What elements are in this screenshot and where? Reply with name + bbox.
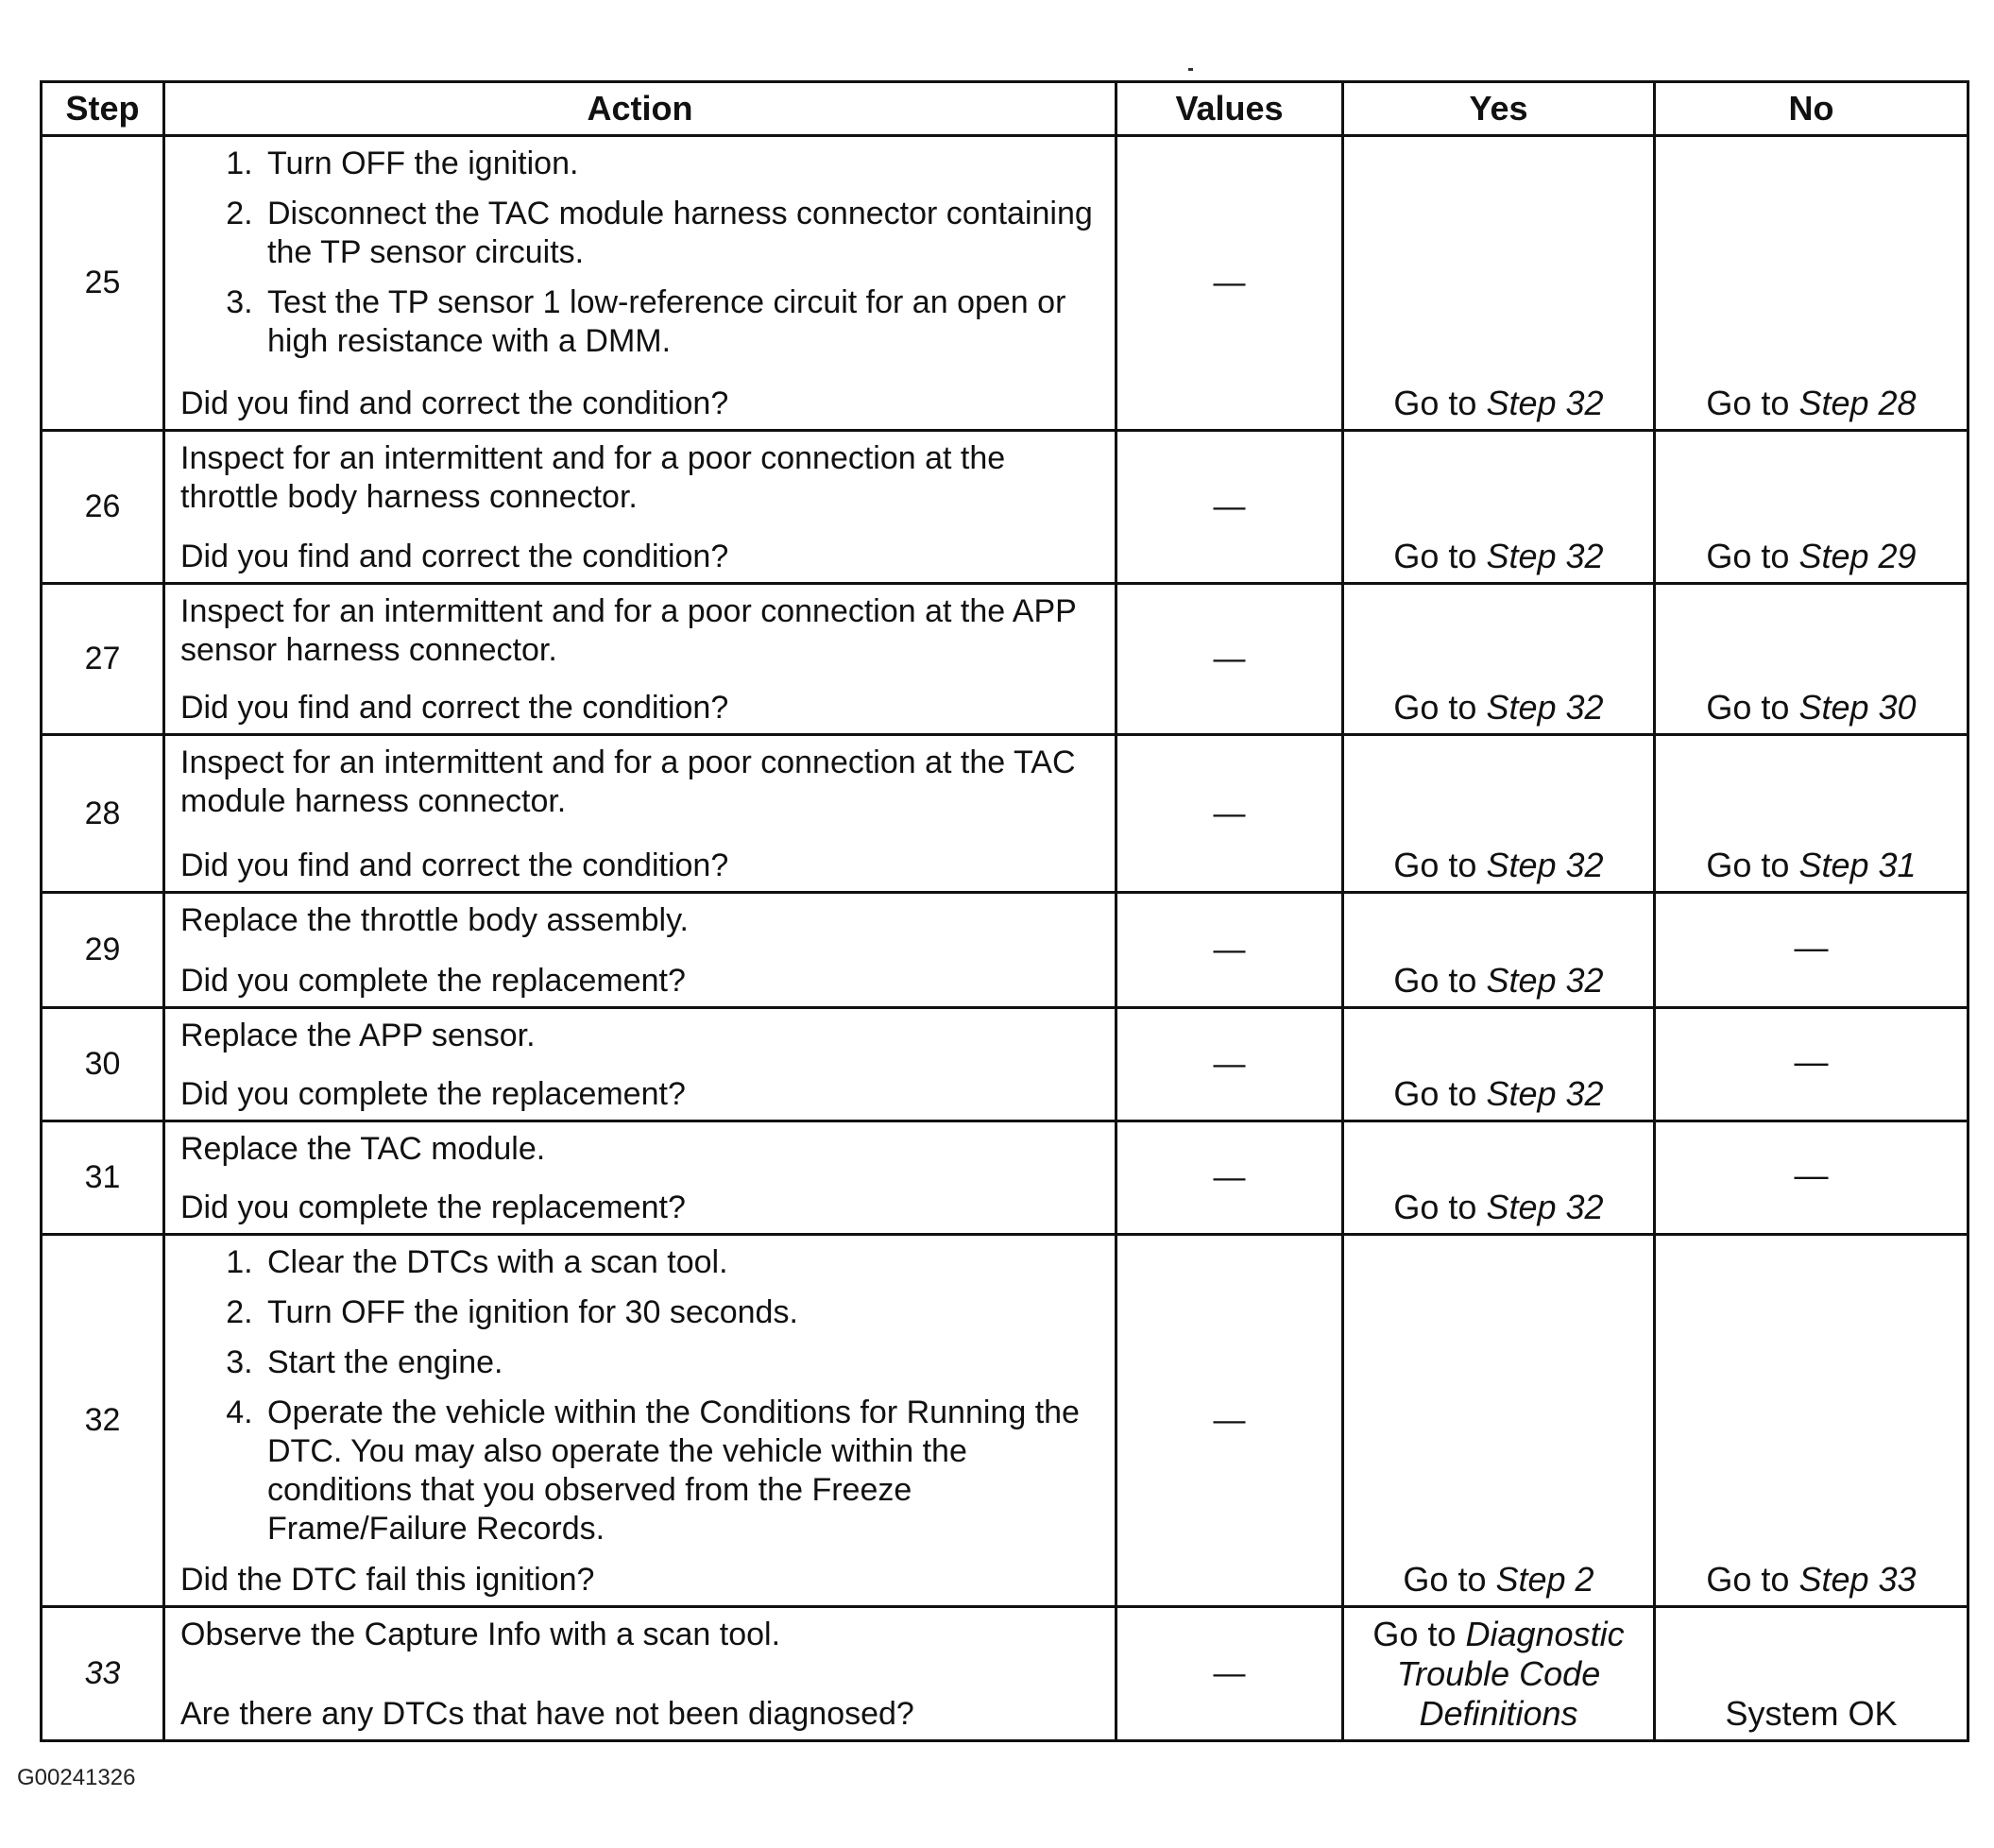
table-row [42, 1235, 1968, 1607]
yes-cell [1343, 1607, 1655, 1741]
step-number: 31 [42, 1121, 164, 1235]
yes-go-to-label: Go to [1393, 688, 1487, 727]
values-cell: — [1116, 893, 1343, 1008]
action-question: Are there any DTCs that have not been diagnosed? [180, 1696, 914, 1732]
no-go-to-label: Go to [1706, 384, 1799, 422]
yes-go-to-label: Go to [1393, 846, 1487, 884]
values-cell: — [1116, 584, 1343, 735]
step-number: 33 [42, 1607, 164, 1741]
no-cell: System OK [1655, 1607, 1968, 1741]
values-cell: — [1116, 1008, 1343, 1121]
scan-speck [1188, 68, 1193, 71]
action-question: Did you complete the replacement? [180, 963, 686, 999]
action-question: Did you find and correct the condition? [180, 539, 729, 574]
action-question: Did you find and correct the condition? [180, 385, 729, 421]
action-cell [164, 893, 1116, 1008]
no-step-reference[interactable]: Step 29 [1798, 537, 1917, 575]
action-instruction: Observe the Capture Info with a scan tool. [180, 1617, 781, 1652]
yes-cell [1343, 431, 1655, 584]
action-steps-list [180, 145, 1099, 361]
yes-step-reference[interactable]: Step 32 [1486, 537, 1604, 575]
no-cell [1655, 431, 1968, 584]
yes-cell [1343, 584, 1655, 735]
yes-step-reference[interactable]: Step 32 [1486, 688, 1604, 727]
no-go-to-label: Go to [1706, 846, 1799, 884]
header-row [42, 82, 1968, 136]
no-step-reference[interactable]: Step 33 [1798, 1560, 1917, 1599]
no-cell [1655, 136, 1968, 431]
action-cell [164, 1607, 1116, 1741]
action-cell [164, 1121, 1116, 1235]
values-cell: — [1116, 1121, 1343, 1235]
yes-go-to-label: Go to [1393, 1074, 1487, 1113]
yes-cell [1343, 1008, 1655, 1121]
yes-cell [1343, 735, 1655, 893]
table-row [42, 1607, 1968, 1741]
yes-go-to-label: Go to [1393, 537, 1487, 575]
values-cell: — [1116, 136, 1343, 431]
yes-step-reference[interactable]: Step 32 [1486, 961, 1604, 1000]
action-steps-list [180, 1243, 1099, 1549]
action-cell [164, 735, 1116, 893]
action-instruction: Replace the APP sensor. [180, 1018, 536, 1053]
table-row [42, 136, 1968, 431]
action-instruction: Inspect for an intermittent and for a poor connection at the TAC module harness connector. [180, 744, 1076, 819]
no-step-reference[interactable]: Step 31 [1798, 846, 1917, 884]
action-step: 2. Turn OFF the ignition for 30 seconds. [262, 1293, 1099, 1332]
action-cell [164, 584, 1116, 735]
no-go-to-label: Go to [1706, 688, 1799, 727]
action-instruction: Replace the TAC module. [180, 1131, 546, 1167]
yes-step-reference[interactable]: Step 32 [1486, 1074, 1604, 1113]
no-step-reference[interactable]: Step 30 [1798, 688, 1917, 727]
yes-step-reference[interactable]: Step 32 [1486, 1188, 1604, 1226]
no-step-reference[interactable]: Step 28 [1798, 384, 1917, 422]
no-cell: — [1655, 1008, 1968, 1121]
step-number: 27 [42, 584, 164, 735]
no-cell: — [1655, 893, 1968, 1008]
action-instruction: Replace the throttle body assembly. [180, 902, 689, 938]
step-number: 28 [42, 735, 164, 893]
no-cell [1655, 584, 1968, 735]
action-step: 2. Disconnect the TAC module harness connector containing the TP sensor circuits. [262, 195, 1099, 272]
table-row [42, 735, 1968, 893]
action-step: 3. Start the engine. [262, 1343, 1099, 1382]
yes-cell [1343, 893, 1655, 1008]
action-instruction: Inspect for an intermittent and for a poor connection at the APP sensor harness connector. [180, 593, 1077, 668]
action-question: Did you find and correct the condition? [180, 847, 729, 883]
header-yes: Yes [1343, 82, 1655, 136]
yes-step-reference[interactable]: Step 32 [1486, 846, 1604, 884]
yes-go-to-label: Go to [1393, 384, 1487, 422]
action-cell [164, 431, 1116, 584]
values-cell: — [1116, 1607, 1343, 1741]
yes-step-reference[interactable]: Step 32 [1486, 384, 1604, 422]
table-row [42, 431, 1968, 584]
no-cell [1655, 1235, 1968, 1607]
values-cell: — [1116, 1235, 1343, 1607]
figure-code: G00241326 [17, 1765, 136, 1790]
action-step: 1. Clear the DTCs with a scan tool. [262, 1243, 1099, 1282]
step-number: 32 [42, 1235, 164, 1607]
step-number: 26 [42, 431, 164, 584]
action-step: 1. Turn OFF the ignition. [262, 145, 1099, 183]
header-action: Action [164, 82, 1116, 136]
table-row [42, 584, 1968, 735]
table-row [42, 1121, 1968, 1235]
no-cell [1655, 735, 1968, 893]
diagnostic-table [40, 80, 1969, 1742]
action-question: Did you find and correct the condition? [180, 690, 729, 726]
table-body [42, 136, 1968, 1741]
yes-go-to-label: Go to [1393, 961, 1487, 1000]
no-go-to-label: Go to [1706, 537, 1799, 575]
action-question: Did you complete the replacement? [180, 1189, 686, 1225]
yes-step-reference[interactable]: Step 2 [1495, 1560, 1594, 1599]
yes-go-to-label: Go to [1393, 1188, 1487, 1226]
header-step: Step [42, 82, 164, 136]
action-cell [164, 1008, 1116, 1121]
step-number: 30 [42, 1008, 164, 1121]
action-question: Did the DTC fail this ignition? [180, 1562, 595, 1598]
action-step: 4. Operate the vehicle within the Conditions for Running the DTC. You may also operate the vehicle within the conditions that you observed from the Freeze Frame/Failure Records. [262, 1394, 1099, 1549]
yes-go-to-label: Go to [1403, 1560, 1496, 1599]
header-values: Values [1116, 82, 1343, 136]
action-step: 3. Test the TP sensor 1 low-reference circuit for an open or high resistance with a DMM. [262, 283, 1099, 361]
values-cell: — [1116, 735, 1343, 893]
action-question: Did you complete the replacement? [180, 1076, 686, 1112]
no-cell: — [1655, 1121, 1968, 1235]
header-no: No [1655, 82, 1968, 136]
action-cell [164, 136, 1116, 431]
yes-cell [1343, 1121, 1655, 1235]
table-row [42, 893, 1968, 1008]
action-instruction: Inspect for an intermittent and for a poor connection at the throttle body harness connector. [180, 440, 1006, 515]
yes-go-to-label: Go to [1372, 1615, 1466, 1653]
values-cell: — [1116, 431, 1343, 584]
no-go-to-label: Go to [1706, 1560, 1799, 1599]
yes-cell [1343, 136, 1655, 431]
table-row [42, 1008, 1968, 1121]
yes-step-reference[interactable]: Diagnostic Trouble Code Definitions [1396, 1615, 1625, 1733]
step-number: 29 [42, 893, 164, 1008]
action-cell [164, 1235, 1116, 1607]
step-number: 25 [42, 136, 164, 431]
yes-cell [1343, 1235, 1655, 1607]
